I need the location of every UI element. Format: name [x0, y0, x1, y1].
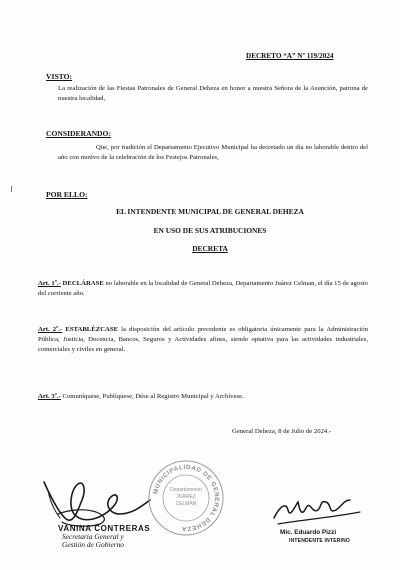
- decree-number: DECRETO “A” Nº 119/2024: [246, 52, 334, 60]
- visto-text: La realización de las Fiestas Patronales de General Deheza en honor a nuestra Señora de la Asunción, patrona de nuestra localidad,: [58, 85, 368, 102]
- article-2-label: Art. 2º.-: [38, 326, 63, 333]
- article-1-label: Art. 1º.-: [38, 280, 61, 287]
- article-2: [38, 325, 368, 355]
- left-signature-icon: [38, 470, 158, 530]
- left-signer-role: [62, 533, 132, 549]
- left-signer-role-line1: Secretaria General y: [62, 532, 124, 541]
- scan-mark: [11, 186, 12, 192]
- left-signer-name: VANINA CONTRERAS: [58, 524, 151, 533]
- visto-heading: VISTO:: [46, 72, 73, 81]
- date-line: General Deheza, 8 de Julio de 2024.-: [232, 428, 332, 435]
- title-decreta: DECRETA: [192, 244, 228, 253]
- por-ello-heading: POR ELLO:: [46, 190, 88, 199]
- article-2-text: la disposición del artículo precedente es obligatoria únicamente para la Administración Pública, Justicia, Docencia, Bancos, Seguros y Actividades afines, siendo optativa para las actividades industriales, comerciales y civiles en general.: [38, 326, 368, 353]
- stamp-center-line2: JUÁREZ: [176, 494, 196, 500]
- article-1: [38, 279, 368, 299]
- right-signer-name: Mic. Eduardo Pizzi: [280, 529, 337, 536]
- considerando-heading: CONSIDERANDO:: [46, 129, 111, 138]
- title-intendente: EL INTENDENTE MUNICIPAL DE GENERAL DEHEZA: [116, 207, 304, 216]
- left-signer-role-line2: Gestión de Gobierno: [62, 540, 124, 549]
- stamp-center-line3: CELMAN: [175, 501, 197, 507]
- stamp-center-line1: Departamento: [170, 487, 202, 493]
- municipal-stamp-icon: [146, 458, 226, 538]
- stamp-ring-text: MUNICIPALIDAD DE GENERAL DEHEZA: [152, 463, 221, 533]
- considerando-text: Que, por tradición el Departamento Ejecutivo Municipal ha decretado un día no laborable dentro del año con motivo de la celebración de los Festejos Patronales,: [58, 144, 368, 161]
- article-1-verb: DECLÁRASE: [62, 280, 104, 287]
- right-signature-icon: [270, 488, 365, 530]
- article-3-label: Art. 3º.-: [38, 393, 61, 400]
- title-atribuciones: EN USO DE SUS ATRIBUCIONES: [153, 226, 267, 235]
- article-2-verb: ESTABLÉZCASE: [65, 326, 119, 333]
- article-3-text: Comuníquese, Publíquese, Dése al Registro Municipal y Archívese.: [60, 393, 244, 400]
- article-1-text: no laborable en la localidad de General Deheza, Departamento Juárez Celman, el día 15 de agosto del corriente año.: [38, 280, 369, 297]
- right-signer-role: INTENDENTE INTERINO: [289, 538, 351, 544]
- article-3: [38, 392, 368, 402]
